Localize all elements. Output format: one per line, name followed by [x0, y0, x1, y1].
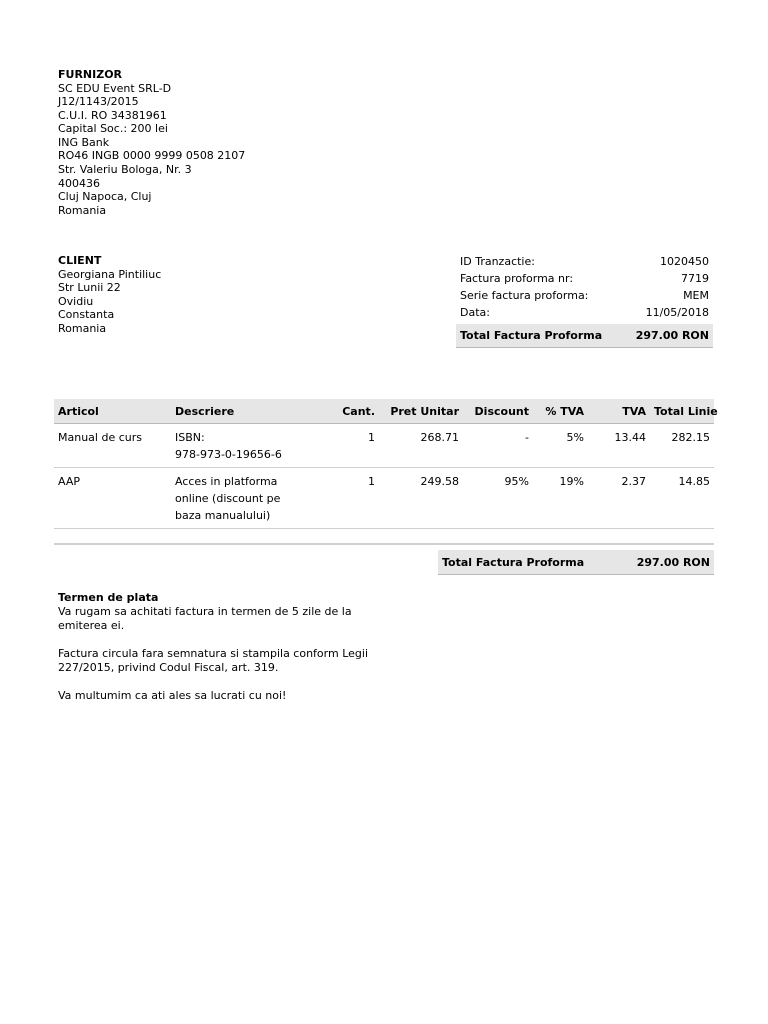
supplier-bank: ING Bank — [58, 135, 110, 149]
proforma-total-value: 297.00 RON — [635, 329, 709, 342]
supplier-street: Str. Valeriu Bologa, Nr. 3 — [58, 163, 192, 177]
description-line: Acces in platforma — [175, 475, 278, 488]
proforma-label: ID Tranzactie: — [460, 255, 535, 268]
proforma-label: Serie factura proforma: — [460, 289, 589, 302]
cell-discount: 95% — [463, 468, 533, 529]
description-line: 978-973-0-19656-6 — [175, 448, 282, 461]
proforma-label: Data: — [460, 306, 490, 319]
description-line: baza manualului) — [175, 509, 271, 522]
cell-cant: 1 — [294, 468, 379, 529]
section-divider — [54, 543, 714, 545]
header-tva-percent: % TVA — [533, 399, 588, 424]
table-header-row — [54, 399, 714, 424]
table-row — [54, 424, 714, 468]
proforma-value: 7719 — [681, 272, 709, 285]
header-discount: Discount — [463, 399, 533, 424]
header-tva: TVA — [588, 399, 650, 424]
proforma-info-block — [456, 253, 713, 348]
table-row — [54, 468, 714, 529]
cell-cant: 1 — [294, 424, 379, 468]
description-line: ISBN: — [175, 431, 205, 444]
supplier-company: SC EDU Event SRL-D — [58, 81, 172, 95]
client-block — [58, 254, 161, 335]
cell-articol: Manual de curs — [54, 424, 171, 468]
thank-you-text: Va multumim ca ati ales sa lucrati cu noi! — [58, 689, 287, 702]
cell-articol: AAP — [54, 468, 171, 529]
legal-notice-text: Factura circula fara semnatura si stampila conform Legii 227/2015, privind Codul Fiscal, art. 319. — [58, 647, 368, 674]
description-line: online (discount pe — [175, 492, 281, 505]
proforma-value: MEM — [683, 289, 709, 302]
header-cant: Cant. — [294, 399, 379, 424]
supplier-cui: C.U.I. RO 34381961 — [58, 108, 167, 122]
cell-pret-unitar: 249.58 — [379, 468, 463, 529]
supplier-country: Romania — [58, 203, 107, 217]
payment-terms-title: Termen de plata — [58, 591, 159, 604]
header-articol: Articol — [54, 399, 171, 424]
client-street: Str Lunii 22 — [58, 281, 121, 295]
proforma-total-row — [456, 324, 713, 348]
payment-terms-text: Va rugam sa achitati factura in termen de 5 zile de la emiterea ei. — [58, 605, 352, 632]
cell-tva-percent: 5% — [533, 424, 588, 468]
supplier-postal-code: 400436 — [58, 176, 100, 190]
cell-tva: 13.44 — [588, 424, 650, 468]
cell-descriere — [171, 468, 294, 529]
cell-total-linie: 14.85 — [650, 468, 714, 529]
client-title: CLIENT — [58, 254, 102, 267]
proforma-value: 11/05/2018 — [645, 306, 709, 319]
proforma-total-label: Total Factura Proforma — [460, 329, 603, 342]
paragraph-spacer — [58, 633, 378, 647]
supplier-capital: Capital Soc.: 200 lei — [58, 122, 168, 136]
cell-pret-unitar: 268.71 — [379, 424, 463, 468]
paragraph-spacer — [58, 675, 378, 689]
cell-tva: 2.37 — [588, 468, 650, 529]
payment-terms-block — [58, 591, 378, 703]
proforma-value: 1020450 — [660, 255, 709, 268]
client-country: Romania — [58, 321, 107, 335]
supplier-title: FURNIZOR — [58, 68, 123, 81]
proforma-row-transaction-id — [456, 253, 713, 270]
supplier-block — [58, 68, 245, 217]
invoice-total-box — [438, 550, 714, 575]
cell-descriere — [171, 424, 294, 468]
invoice-total-label: Total Factura Proforma — [442, 555, 585, 569]
proforma-row-date — [456, 304, 713, 321]
header-descriere: Descriere — [171, 399, 294, 424]
proforma-row-series — [456, 287, 713, 304]
header-total-linie: Total Linie — [650, 399, 714, 424]
cell-tva-percent: 19% — [533, 468, 588, 529]
supplier-city: Cluj Napoca, Cluj — [58, 190, 152, 204]
proforma-row-number — [456, 270, 713, 287]
proforma-label: Factura proforma nr: — [460, 272, 574, 285]
header-pret-unitar: Pret Unitar — [379, 399, 463, 424]
supplier-registration: J12/1143/2015 — [58, 95, 139, 109]
client-city: Ovidiu — [58, 294, 94, 308]
client-county: Constanta — [58, 308, 115, 322]
invoice-total-value: 297.00 RON — [636, 555, 710, 569]
cell-total-linie: 282.15 — [650, 424, 714, 468]
cell-discount: - — [463, 424, 533, 468]
supplier-iban: RO46 INGB 0000 9999 0508 2107 — [58, 149, 246, 163]
client-name: Georgiana Pintiliuc — [58, 267, 162, 281]
items-table — [54, 399, 718, 529]
